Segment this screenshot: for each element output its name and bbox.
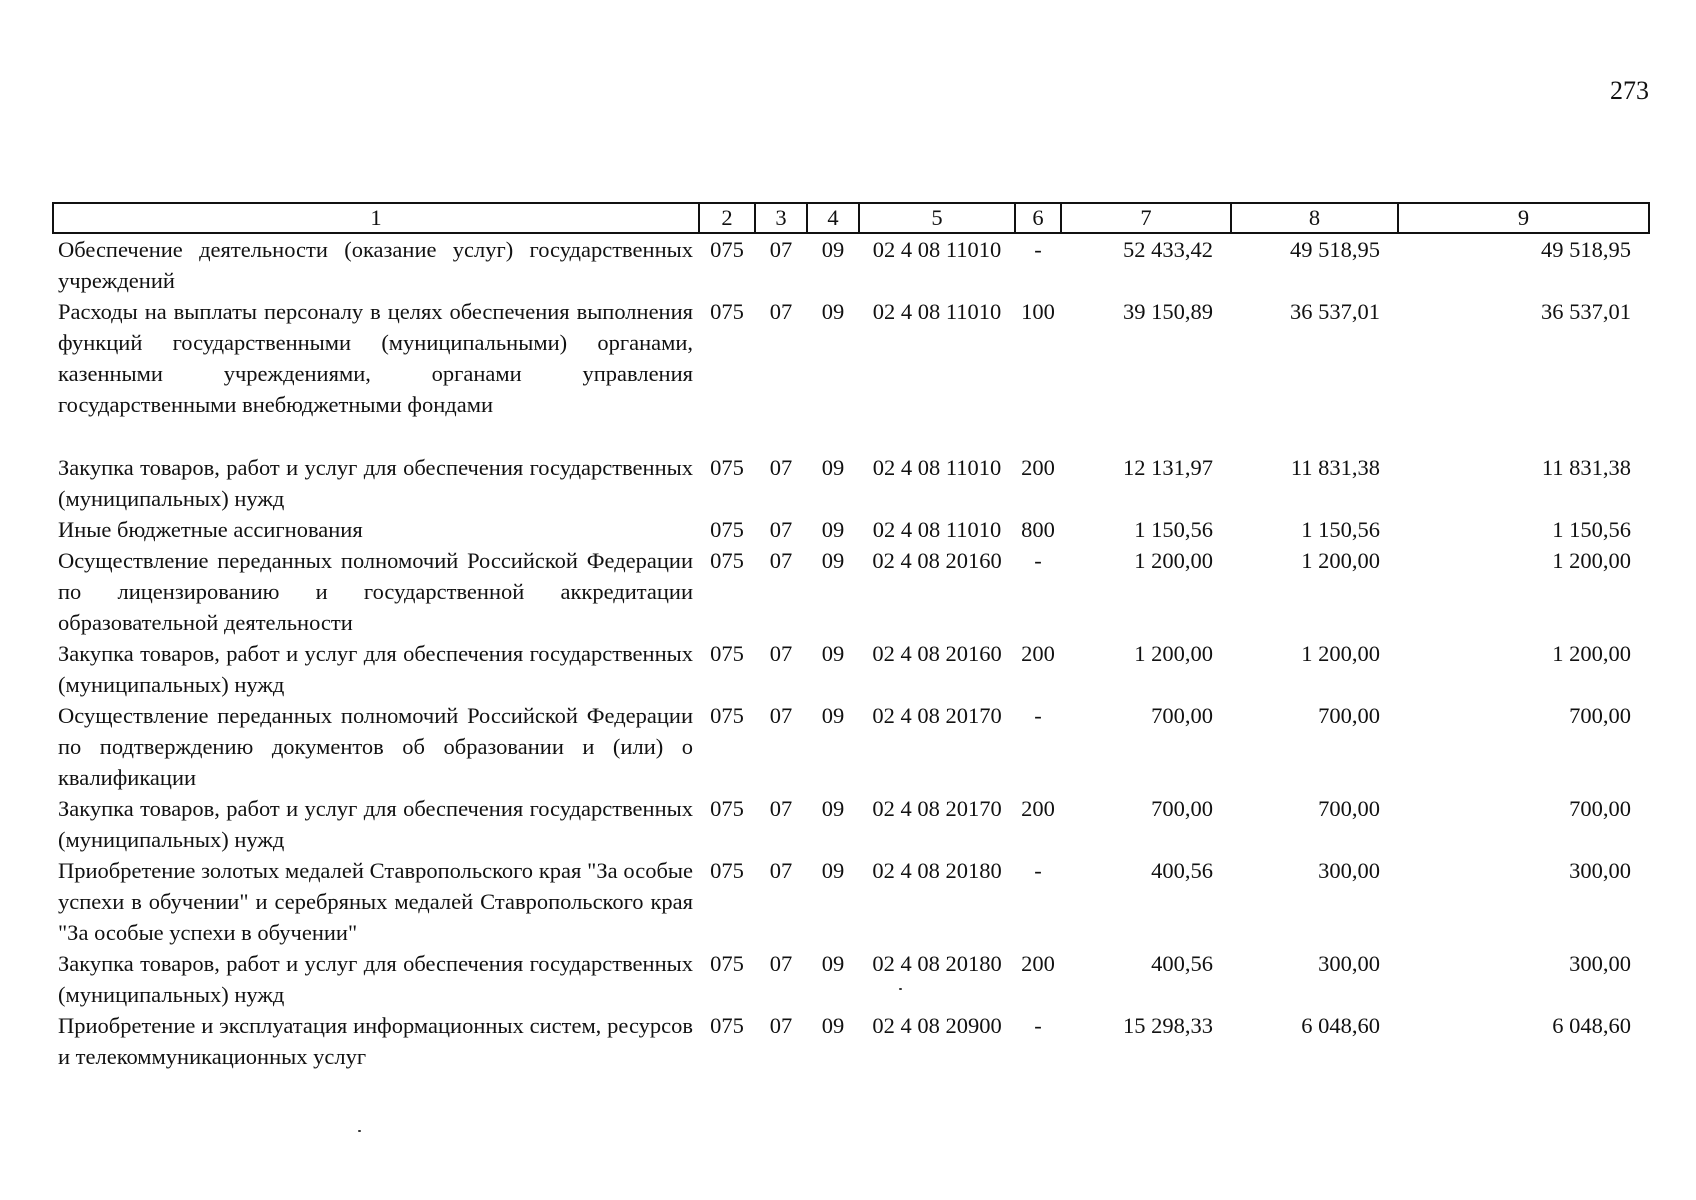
row-code-2: 075	[710, 796, 744, 821]
row-value-8: 700,00	[1318, 703, 1380, 728]
row-code-4: 09	[821, 641, 845, 666]
row-value-8: 6 048,60	[1301, 1013, 1380, 1038]
row-value-7: 400,56	[1151, 858, 1213, 883]
row-code-6: 200	[1021, 951, 1055, 976]
row-code-5: 02 4 08 20180	[872, 951, 1002, 976]
row-code-2: 075	[710, 299, 744, 324]
row-code-6: 100	[1021, 299, 1055, 324]
table-row	[53, 793, 1649, 855]
row-value-7: 700,00	[1151, 796, 1213, 821]
column-header-3: 3	[755, 203, 807, 233]
table-row	[53, 514, 1649, 545]
row-code-3: 07	[769, 796, 793, 821]
row-name: Обеспечение деятельности (оказание услуг) государственных учреждений	[58, 237, 693, 293]
row-code-3: 07	[769, 858, 793, 883]
column-header-9: 9	[1398, 203, 1649, 233]
row-value-9: 1 200,00	[1552, 641, 1631, 666]
row-code-6: -	[1034, 1013, 1042, 1038]
row-value-8: 49 518,95	[1290, 237, 1380, 262]
row-value-9: 300,00	[1569, 951, 1631, 976]
row-value-9: 36 537,01	[1541, 299, 1631, 324]
column-header-5: 5	[859, 203, 1015, 233]
page-number: 273	[1610, 76, 1649, 105]
row-code-6: -	[1034, 858, 1042, 883]
row-name: Закупка товаров, работ и услуг для обеспечения государственных (муниципальных) нужд	[58, 641, 693, 697]
row-value-8: 300,00	[1318, 858, 1380, 883]
row-code-3: 07	[769, 951, 793, 976]
row-code-3: 07	[769, 237, 793, 262]
row-spacer	[53, 420, 1649, 452]
row-value-8: 1 150,56	[1301, 517, 1380, 542]
row-code-2: 075	[710, 703, 744, 728]
row-code-6: -	[1034, 703, 1042, 728]
row-code-4: 09	[821, 703, 845, 728]
row-code-3: 07	[769, 299, 793, 324]
row-code-6: 200	[1021, 455, 1055, 480]
budget-table	[52, 202, 1650, 1072]
row-name: Закупка товаров, работ и услуг для обеспечения государственных (муниципальных) нужд	[58, 951, 693, 1007]
row-value-7: 1 150,56	[1134, 517, 1213, 542]
row-code-5: 02 4 08 11010	[872, 299, 1002, 324]
row-name: Приобретение золотых медалей Ставропольского края "За особые успехи в обучении" и серебряных медалей Ставропольского края "За особые успехи в обучении"	[58, 858, 693, 945]
table-row	[53, 638, 1649, 700]
table-row	[53, 948, 1649, 1010]
row-code-5: 02 4 08 20180	[872, 858, 1002, 883]
row-value-8: 36 537,01	[1290, 299, 1380, 324]
row-code-5: 02 4 08 20160	[872, 548, 1002, 573]
table-row	[53, 545, 1649, 638]
row-code-2: 075	[710, 641, 744, 666]
row-code-5: 02 4 08 11010	[872, 237, 1002, 262]
row-code-4: 09	[821, 548, 845, 573]
row-code-3: 07	[769, 1013, 793, 1038]
table-row	[53, 233, 1649, 296]
row-value-7: 39 150,89	[1123, 299, 1213, 324]
row-code-4: 09	[821, 455, 845, 480]
row-spacer-cell	[53, 420, 1649, 452]
column-header-7: 7	[1061, 203, 1231, 233]
row-code-2: 075	[710, 517, 744, 542]
row-code-6: -	[1034, 237, 1042, 262]
row-value-8: 300,00	[1318, 951, 1380, 976]
row-code-5: 02 4 08 20900	[872, 1013, 1002, 1038]
row-code-4: 09	[821, 796, 845, 821]
row-value-8: 700,00	[1318, 796, 1380, 821]
row-value-7: 15 298,33	[1123, 1013, 1213, 1038]
row-code-2: 075	[710, 951, 744, 976]
row-value-9: 700,00	[1569, 796, 1631, 821]
row-code-2: 075	[710, 237, 744, 262]
row-code-3: 07	[769, 517, 793, 542]
scan-speck	[899, 988, 902, 990]
row-value-7: 1 200,00	[1134, 548, 1213, 573]
row-code-4: 09	[821, 237, 845, 262]
row-code-3: 07	[769, 641, 793, 666]
row-code-5: 02 4 08 20170	[872, 796, 1002, 821]
row-value-9: 6 048,60	[1552, 1013, 1631, 1038]
row-value-9: 1 200,00	[1552, 548, 1631, 573]
row-code-5: 02 4 08 20170	[872, 703, 1002, 728]
row-code-4: 09	[821, 1013, 845, 1038]
row-value-9: 700,00	[1569, 703, 1631, 728]
row-value-8: 1 200,00	[1301, 641, 1380, 666]
row-value-7: 400,56	[1151, 951, 1213, 976]
row-code-2: 075	[710, 858, 744, 883]
row-code-6: -	[1034, 548, 1042, 573]
row-name: Иные бюджетные ассигнования	[58, 517, 363, 542]
table-row	[53, 452, 1649, 514]
row-value-9: 300,00	[1569, 858, 1631, 883]
row-name: Расходы на выплаты персоналу в целях обеспечения выполнения функций государственными (муниципальными) органами, казенными учреждениями, органами управления государственными внебюджетными фондами	[58, 299, 693, 417]
row-code-3: 07	[769, 703, 793, 728]
row-code-2: 075	[710, 455, 744, 480]
row-name: Закупка товаров, работ и услуг для обеспечения государственных (муниципальных) нужд	[58, 455, 693, 511]
row-code-5: 02 4 08 11010	[872, 517, 1002, 542]
row-code-4: 09	[821, 858, 845, 883]
row-code-3: 07	[769, 548, 793, 573]
table-row	[53, 296, 1649, 420]
row-value-9: 1 150,56	[1552, 517, 1631, 542]
row-code-5: 02 4 08 11010	[872, 455, 1002, 480]
row-value-7: 700,00	[1151, 703, 1213, 728]
row-code-4: 09	[821, 951, 845, 976]
row-code-6: 200	[1021, 796, 1055, 821]
column-header-4: 4	[807, 203, 859, 233]
row-code-6: 800	[1021, 517, 1055, 542]
table-row	[53, 855, 1649, 948]
row-code-4: 09	[821, 517, 845, 542]
row-name: Приобретение и эксплуатация информационных систем, ресурсов и телекоммуникационных услуг	[58, 1013, 693, 1069]
column-header-1: 1	[53, 203, 699, 233]
row-code-4: 09	[821, 299, 845, 324]
row-value-7: 1 200,00	[1134, 641, 1213, 666]
row-value-9: 49 518,95	[1541, 237, 1631, 262]
row-value-7: 52 433,42	[1123, 237, 1213, 262]
column-header-2: 2	[699, 203, 755, 233]
row-code-6: 200	[1021, 641, 1055, 666]
row-name: Осуществление переданных полномочий Российской Федерации по лицензированию и государственной аккредитации образовательной деятельности	[58, 548, 693, 635]
row-name: Осуществление переданных полномочий Российской Федерации по подтверждению документов об образовании и (или) о квалификации	[58, 703, 693, 790]
column-number-header	[53, 203, 1649, 233]
row-code-2: 075	[710, 1013, 744, 1038]
row-code-3: 07	[769, 455, 793, 480]
row-value-8: 1 200,00	[1301, 548, 1380, 573]
row-code-5: 02 4 08 20160	[872, 641, 1002, 666]
row-code-2: 075	[710, 548, 744, 573]
table-row	[53, 700, 1649, 793]
row-name: Закупка товаров, работ и услуг для обеспечения государственных (муниципальных) нужд	[58, 796, 693, 852]
row-value-7: 12 131,97	[1123, 455, 1213, 480]
row-value-8: 11 831,38	[1290, 455, 1380, 480]
table-row	[53, 1010, 1649, 1072]
row-value-9: 11 831,38	[1541, 455, 1631, 480]
column-header-8: 8	[1231, 203, 1398, 233]
scan-speck	[358, 1130, 361, 1132]
column-header-6: 6	[1015, 203, 1061, 233]
